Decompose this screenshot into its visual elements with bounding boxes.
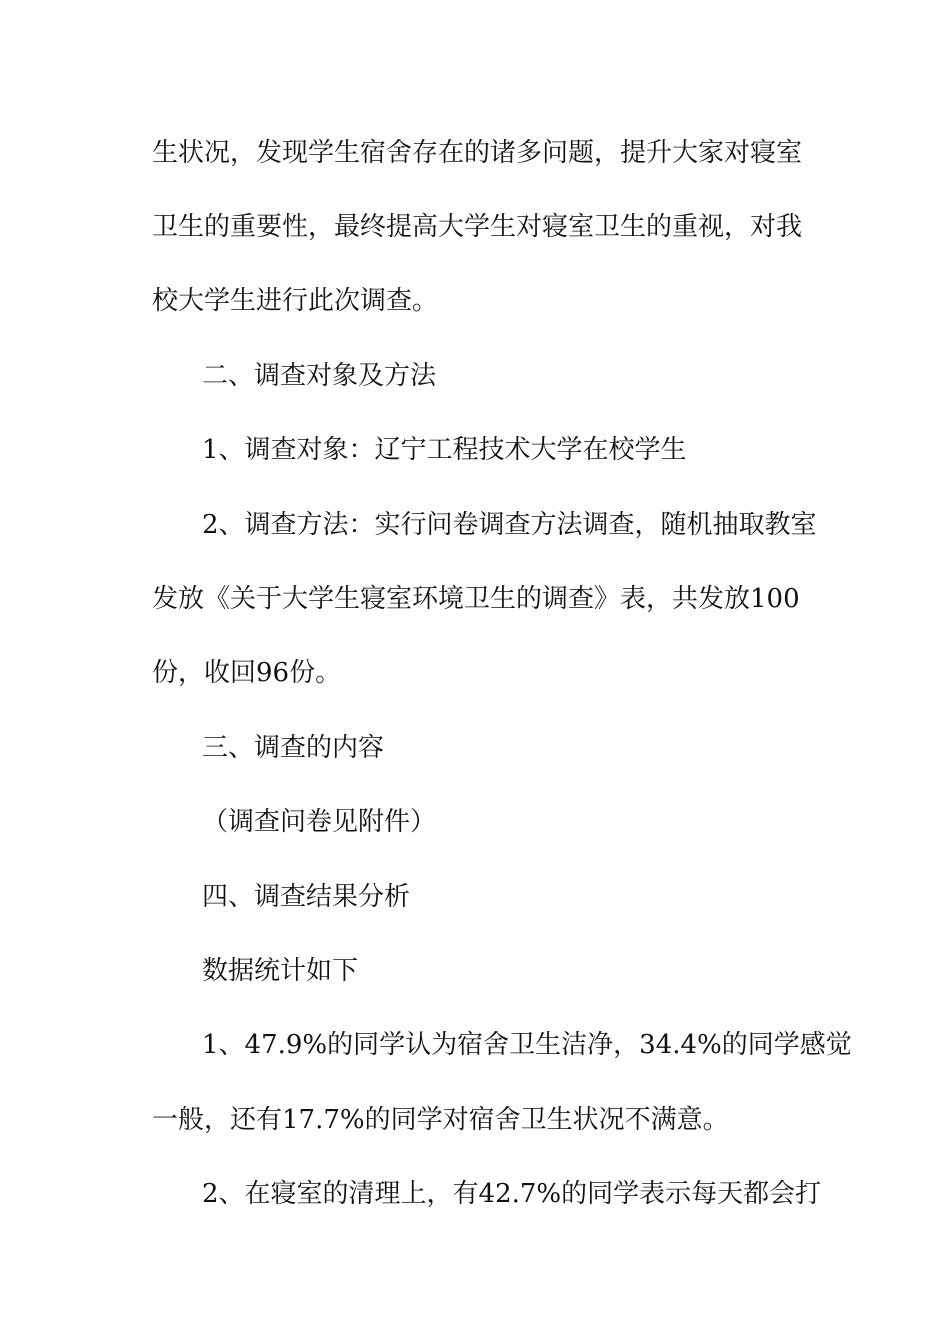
paragraph-line: （调查问卷见附件） — [202, 807, 437, 837]
paragraph-line: 份，收回96份。 — [152, 658, 342, 688]
paragraph-line: 1、调查对象：辽宁工程技术大学在校学生 — [202, 435, 687, 465]
section-heading: 二、调查对象及方法 — [202, 361, 437, 391]
paragraph-line: 生状况，发现学生宿舍存在的诸多问题，提升大家对寝室 — [152, 138, 803, 168]
paragraph-line: 卫生的重要性，最终提高大学生对寝室卫生的重视，对我 — [152, 212, 803, 242]
paragraph-line: 2、在寝室的清理上，有42.7%的同学表示每天都会打 — [202, 1179, 822, 1209]
paragraph-line: 数据统计如下 — [202, 956, 359, 986]
section-heading: 四、调查结果分析 — [202, 882, 411, 912]
paragraph-line: 校大学生进行此次调查。 — [152, 286, 439, 316]
paragraph-line: 1、47.9%的同学认为宿舍卫生洁净，34.4%的同学感觉 — [202, 1030, 852, 1060]
paragraph-line: 发放《关于大学生寝室环境卫生的调查》表，共发放100 — [152, 584, 800, 614]
paragraph-line: 一般，还有17.7%的同学对宿舍卫生状况不满意。 — [152, 1105, 729, 1135]
paragraph-line: 2、调查方法：实行问卷调查方法调查，随机抽取教室 — [202, 510, 817, 540]
section-heading: 三、调查的内容 — [202, 733, 385, 763]
